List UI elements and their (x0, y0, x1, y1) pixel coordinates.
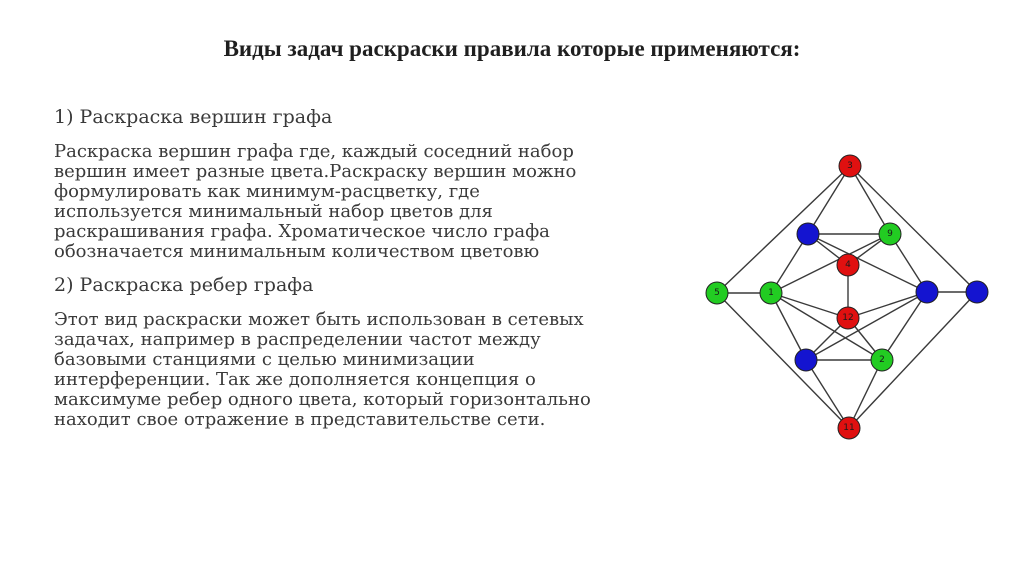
graph-node-label: 11 (843, 423, 855, 433)
graph-node-far-left (706, 282, 728, 304)
text-line: раскрашивания графа. Хроматическое число графа (54, 221, 550, 242)
graph-edge (882, 292, 927, 360)
text-line: интерференции. Так же дополняется концепция о (54, 369, 536, 390)
slide-title: Виды задач раскраски правила которые применяются: (223, 36, 801, 61)
section-edge-coloring-text (54, 310, 674, 430)
section-vertex-coloring-heading: 1) Раскраска вершин графа (54, 106, 333, 128)
text-line: находит свое отражение в представительстве сети. (54, 409, 546, 430)
graph-node-circle (797, 223, 819, 245)
graph-node-center-upper (837, 254, 859, 276)
graph-node-circle (966, 281, 988, 303)
graph-node-inner-right (916, 281, 938, 303)
graph-node-upper-right (879, 223, 901, 245)
text-line: задачах, например в распределении частот между (54, 329, 541, 350)
graph-node-inner-left (760, 282, 782, 304)
graph-node-lower-right (871, 349, 893, 371)
section-vertex-coloring-text (54, 142, 674, 262)
graph-node-label: 2 (879, 355, 885, 365)
graph-node-label: 12 (842, 313, 854, 323)
graph-node-upper-left (797, 223, 819, 245)
graph-node-circle (795, 349, 817, 371)
graph-edges (717, 166, 977, 428)
graph-node-label: 3 (847, 161, 853, 171)
graph-node-label: 1 (768, 288, 774, 298)
graph-nodes (706, 155, 988, 439)
graph-edge (806, 360, 849, 428)
text-line: вершин имеет разные цвета.Раскраску вершин можно (54, 161, 577, 182)
text-line: используется минимальный набор цветов для (54, 201, 493, 222)
section-edge-coloring-heading: 2) Раскраска ребер графа (54, 274, 314, 296)
graph-node-center-lower (837, 307, 859, 329)
graph-node-label: 5 (714, 288, 720, 298)
text-line: базовыми станциями с целью минимизации (54, 349, 475, 370)
graph-node-circle (916, 281, 938, 303)
text-line: формулировать как минимум-расцветку, где (54, 181, 480, 202)
text-line: Раскраска вершин графа где, каждый соседний набор (54, 141, 574, 162)
text-line: максимуме ребер одного цвета, который горизонтально (54, 389, 591, 410)
graph-coloring-diagram (700, 150, 1000, 442)
graph-node-far-right (966, 281, 988, 303)
slide-content (54, 106, 674, 442)
graph-node-label: 9 (887, 229, 893, 239)
graph-node-lower-left (795, 349, 817, 371)
graph-edge (850, 166, 977, 292)
graph-edge (806, 292, 927, 360)
text-line: Этот вид раскраски может быть использован в сетевых (54, 309, 584, 330)
graph-node-label: 4 (845, 260, 851, 270)
graph-node-top (839, 155, 861, 177)
text-line: обозначается минимальным количеством цветовю (54, 241, 540, 262)
graph-node-bottom (838, 417, 860, 439)
